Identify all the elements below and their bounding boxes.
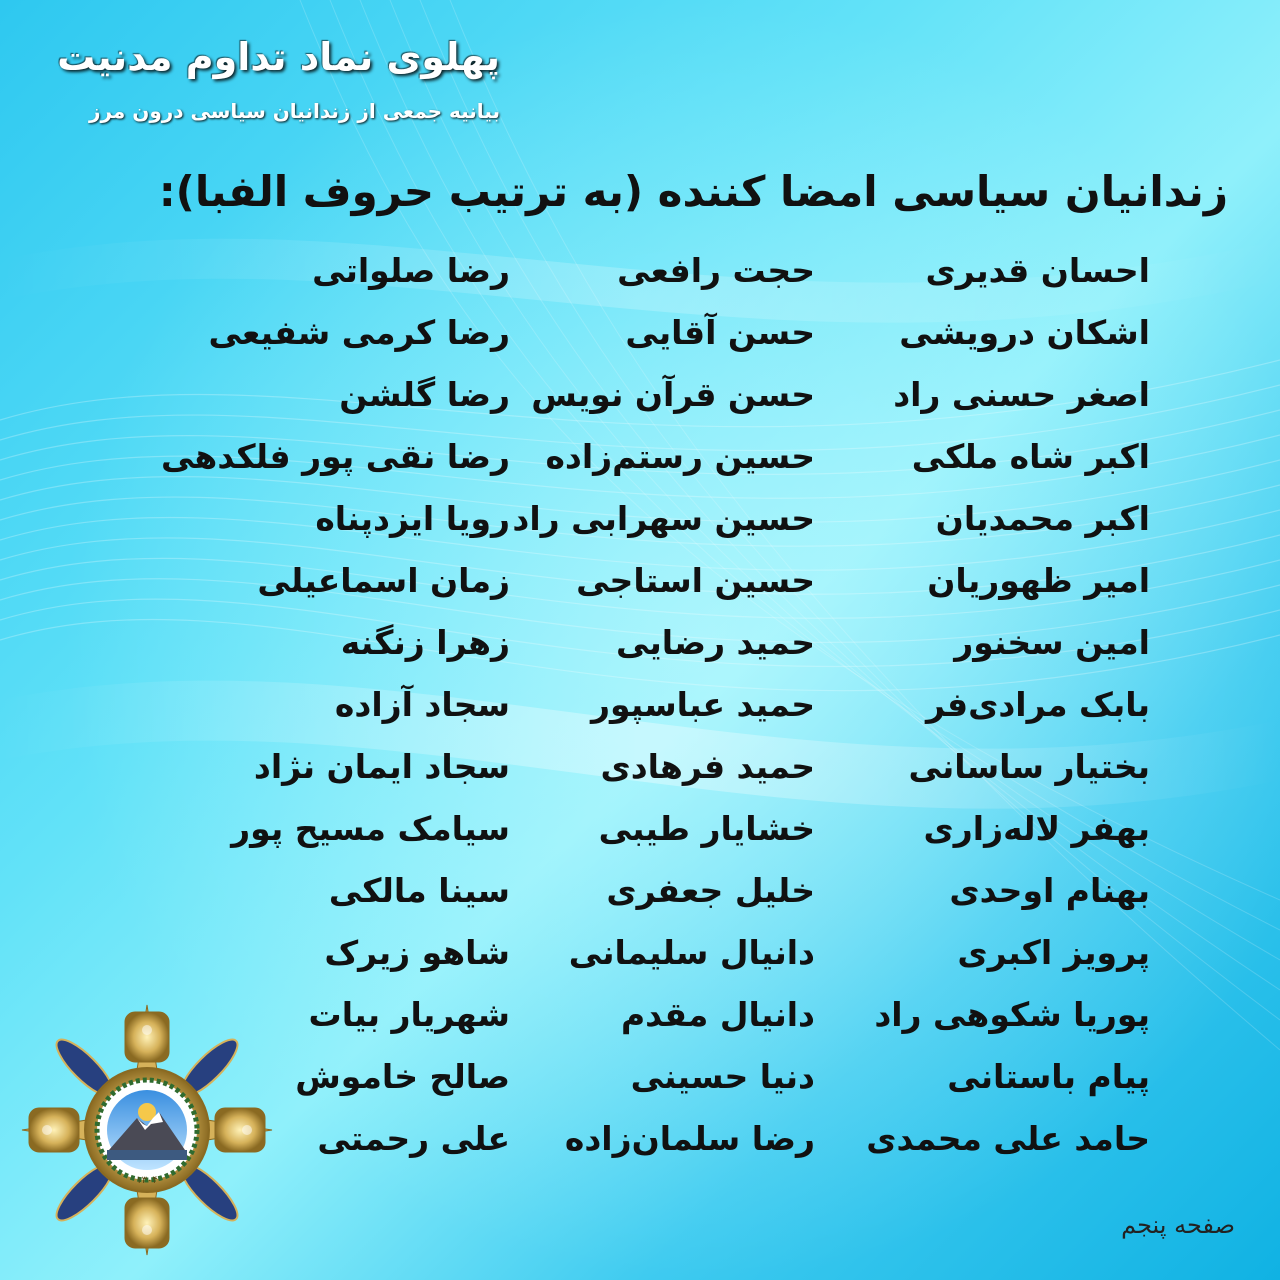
list-item: احسان قدیری bbox=[925, 251, 1150, 290]
list-item: رضا صلواتی bbox=[312, 251, 510, 290]
list-item: رضا نقی پور فلکدهی bbox=[161, 437, 510, 476]
list-item: حمید عباسپور bbox=[591, 685, 815, 724]
list-item: سجاد آزاده bbox=[334, 685, 510, 724]
list-item: حسن قرآن نویس bbox=[531, 375, 815, 414]
list-item: امیر ظهوریان bbox=[927, 561, 1150, 600]
list-item: حامد علی محمدی bbox=[866, 1119, 1150, 1158]
page-label: صفحه پنجم bbox=[1121, 1211, 1235, 1239]
list-item: بختیار ساسانی bbox=[908, 747, 1150, 786]
list-item: امین سخنور bbox=[954, 623, 1150, 662]
list-item: حسین سهرابی راد bbox=[512, 499, 815, 538]
emblem-year: ۱۳۰۴ bbox=[136, 1175, 158, 1186]
list-item: رضا سلمان‌زاده bbox=[564, 1119, 815, 1158]
list-item: پیام باستانی bbox=[947, 1057, 1150, 1096]
list-item: پرویز اکبری bbox=[957, 933, 1150, 972]
list-item: رویا ایزدپناه bbox=[315, 499, 510, 538]
list-item: شهریار بیات bbox=[308, 995, 510, 1034]
list-item: خلیل جعفری bbox=[606, 871, 815, 910]
list-item: رضا کرمی شفیعی bbox=[208, 313, 510, 352]
list-item: حسن آقایی bbox=[625, 313, 815, 352]
list-item: حسین استاجی bbox=[576, 561, 815, 600]
list-item: دانیال مقدم bbox=[620, 995, 815, 1034]
header-subtitle: بیانیه جمعی از زندانیان سیاسی درون مرز bbox=[88, 99, 500, 123]
list-item: اشکان درویشی bbox=[899, 313, 1150, 352]
signatories-heading: زندانیان سیاسی امضا کننده (به ترتیب حروف الفبا): bbox=[158, 167, 1228, 216]
list-item: حمید فرهادی bbox=[600, 747, 815, 786]
list-item: شاهو زیرک bbox=[324, 933, 510, 972]
list-item: دنیا حسینی bbox=[630, 1057, 815, 1096]
list-item: سجاد ایمان نژاد bbox=[253, 747, 510, 786]
list-item: زهرا زنگنه bbox=[340, 623, 510, 662]
list-item: رضا گلشن bbox=[339, 375, 510, 414]
list-item: پوریا شکوهی راد bbox=[874, 995, 1150, 1034]
list-item: بابک مرادی‌فر bbox=[925, 685, 1150, 724]
header bbox=[30, 22, 500, 126]
list-item: بهنام اوحدی bbox=[949, 871, 1150, 910]
list-item: علی رحمتی bbox=[317, 1119, 510, 1158]
list-item: حسین رستم‌زاده bbox=[545, 437, 815, 476]
list-item: سینا مالکی bbox=[328, 871, 510, 910]
list-item: زمان اسماعیلی bbox=[257, 561, 510, 600]
list-item: دانیال سلیمانی bbox=[568, 933, 815, 972]
list-item: سیامک مسیح پور bbox=[231, 809, 510, 848]
list-item: حجت رافعی bbox=[617, 251, 815, 290]
list-item: اصغر حسنی راد bbox=[893, 375, 1150, 414]
list-item: حمید رضایی bbox=[616, 623, 815, 662]
names-column-1 bbox=[790, 240, 1150, 1170]
header-title: پهلوی نماد تداوم مدنیت bbox=[57, 35, 500, 79]
list-item: خشایار طیبی bbox=[598, 809, 815, 848]
list-item: صالح خاموش bbox=[295, 1057, 510, 1096]
list-item: اکبر محمدیان bbox=[935, 499, 1150, 538]
list-item: بهفر لاله‌زاری bbox=[923, 809, 1150, 848]
list-item: اکبر شاه ملکی bbox=[911, 437, 1150, 476]
pahlavi-emblem-icon bbox=[17, 1000, 277, 1260]
